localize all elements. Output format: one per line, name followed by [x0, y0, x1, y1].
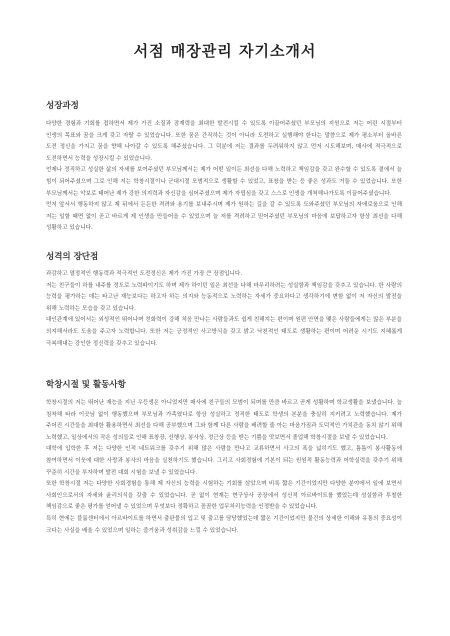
paragraph: 대학에 입학한 후 저는 다양한 인적 네트워크를 갖추기 위해 많은 사람을 만나고 교류하면서 사고의 폭을 넓히기도 했고, 틈틈이 봉사활동에 참여하면서 이웃에 대한 사랑과 봉사의 마음을 실천하기도 했습니다. 그리고 사회경험에 기본이 되는 원원적 활동능력과 어학실력을 갖추기 위해 꾸준히 시간을 투자하며 발전 대회 시험을 보낼 수 있었습니다. [46, 446, 402, 476]
section-heading-growth: 성장과정 [46, 101, 79, 111]
paragraph: 저는 친구들이 하를 내주를 정도로 노력파이기도 하며 제가 하이던 일은 최선을 다해 마무리하려는 성실함과 책임감을 갖추고 있습니다. 한 사람의 능력을 평가하는 데는 타고난 재능보다는 하고자 하는 의지와 능동적으로 노력하는 자세가 중요하다고 생각하기에 변함 없이 저 자신의 발전을 위해 노력하는 모습을 갖고 있습니다. [46, 282, 402, 312]
document-title: 서점 매장관리 자기소개서 [133, 42, 317, 60]
paragraph: 대인관계에 있어서는 외성적인 뛰어나며 친화력이 강해 처음 만나는 사람들과도 쉽게 친해지는 편이며 원편 안면을 맺은 사람들에게는 많은 부분을 의지해서라도 도움을 주고자 노력합니다. 또한 저는 긍정적인 사고방식을 갖고 밝고 낙천적인 태도로 생활하는 편이며 어려운 시기도 지혜롭게 극복해내는 강인한 정신력을 갖추고 있습니다. [46, 317, 402, 347]
paragraph: 학창시절의 저는 뛰어난 재능을 지닌 우등생은 아니었지만 매사에 친구들의 모범이 되며를 만큼 바르고 곧게 성활하며 학교생활을 보냈습니다. 늘 침착해 타라 이곳님 없이 행동했으며 부모님과 가족였다로 항상 성실하고 정직한 태도로 학생의 본분을 충실히 지키려고 노력했습니다. 제가 주어진 시간들을 최대한 활용하면서 최선을 다해 공부했으며 그와 함께 다른 사람을 배려할 줄 아는 마음가짐과 도덕적인 가치관을 동치 않기 위해 노력했고, 일상에서의 작은 성의들로 인해 표창장, 선행상, 봉사상, 정근상 등을 받는 기쁨을 맛보면서 졸업해 학창시절을 보낼 수 있었습니다. [46, 400, 402, 441]
paragraph: 또한 학창시절 저는 다양한 사회경험을 통해 제 자신의 능력을 시험하는 기회를 삼았으며 비록 짧은 기간이었지만 다양한 분야에서 일에 보면서 사회인으로서의 자세와 윤리의식을 갖출 수 있었습니다. 곧 없이 현재는 현구상사 공장에서 성신적 아르바이트를 했었는데 성실함과 투철한 책임감으로 좋은 평가를 얻어낼 수 있었으며 무엇보다 정확하고 꼼꼼한 업무처리능력을 인정받을 수 있었습니다. [46, 481, 402, 511]
paragraph: 언제나 정직하고 성실한 삶의 자세를 보여주셨던 부모님께서는 제가 어떤 일이든 최선을 다해 노력하고 책임감을 갖고 완수할 수 있도록 곁에서 늘 힘이 되어주셨으며 그로 인해 저는 학창시절이나 군대시절 모범적으로 생활할 수 있었고, 표창을 받는 등 좋은 성과도 거둘 수 있었습니다. 또한 부모님께서는 악보로 태어난 제가 강한 의지력과 자신감을 심어주셨으며 제가 자립심을 갖고 스스로 인생을 개척해나가도록 이끌어주셨습니다. [46, 167, 402, 197]
section-body-growth [46, 119, 402, 235]
paragraph: 특히 현에는 블룸센터에서 아르바이트를 하면서 출판물의 입고 및 출고를 담당했었는데 짧은 기간이었지만 물건의 상세한 이해와 유통의 중요성이 크다는 사실을 배울 수 있었으며 일하는 즐거움과 성취감을 느낄 수 있었습니다. [46, 515, 402, 534]
paragraph: 과감하고 열정적인 행동력과 적극적인 도전정신은 제가 가진 가장 큰 장점입니다. [46, 271, 243, 277]
paragraph: 먼저 앞서서 행동하지 않고 제 뒤에서 든든한 격려와 용기를 보내주시며 제가 원하는 길을 갈 수 있도록 도와주셨던 부모님의 자애로움으로 인해 저는 일할 때면 없이 곧고 바르게 제 인생을 만들어올 수 있었으며 늘 저를 격려하고 믿어주셨던 부모님의 마음에 보답하고자 항상 최선을 다해 성활하고 있습니다. [46, 202, 402, 232]
section-heading-personality: 성격의 장단점 [46, 252, 99, 262]
paragraph: 다양한 경험과 기회를 접하면서 제가 가진 소질과 잠재력을 최대한 발전시킬 수 있도록 이끌어주셨던 부모님의 지원으로 저는 어린 시절부터 인생의 목표와 꿈을 크게 갖고 자랄 수 있었습니다. 또한 꿈은 간직하는 것이 아니라 도전하고 실행해야 한다는 말씀으로 제가 평소부터 올바른 도전 정신을 가지고 꿈을 향해 나아갈 수 있도록 해주셨습니다. 그 덕분에 저는 결과를 두려워하지 않고 먼저 시도해보며, 매사에 적극적으로 도전하면서 능력을 성장시킬 수 있었습니다. [46, 121, 402, 162]
section-heading-school-activities: 학창시절 및 활동사항 [46, 380, 126, 390]
section-body-personality [46, 269, 402, 350]
section-body-school-activities [46, 398, 402, 537]
